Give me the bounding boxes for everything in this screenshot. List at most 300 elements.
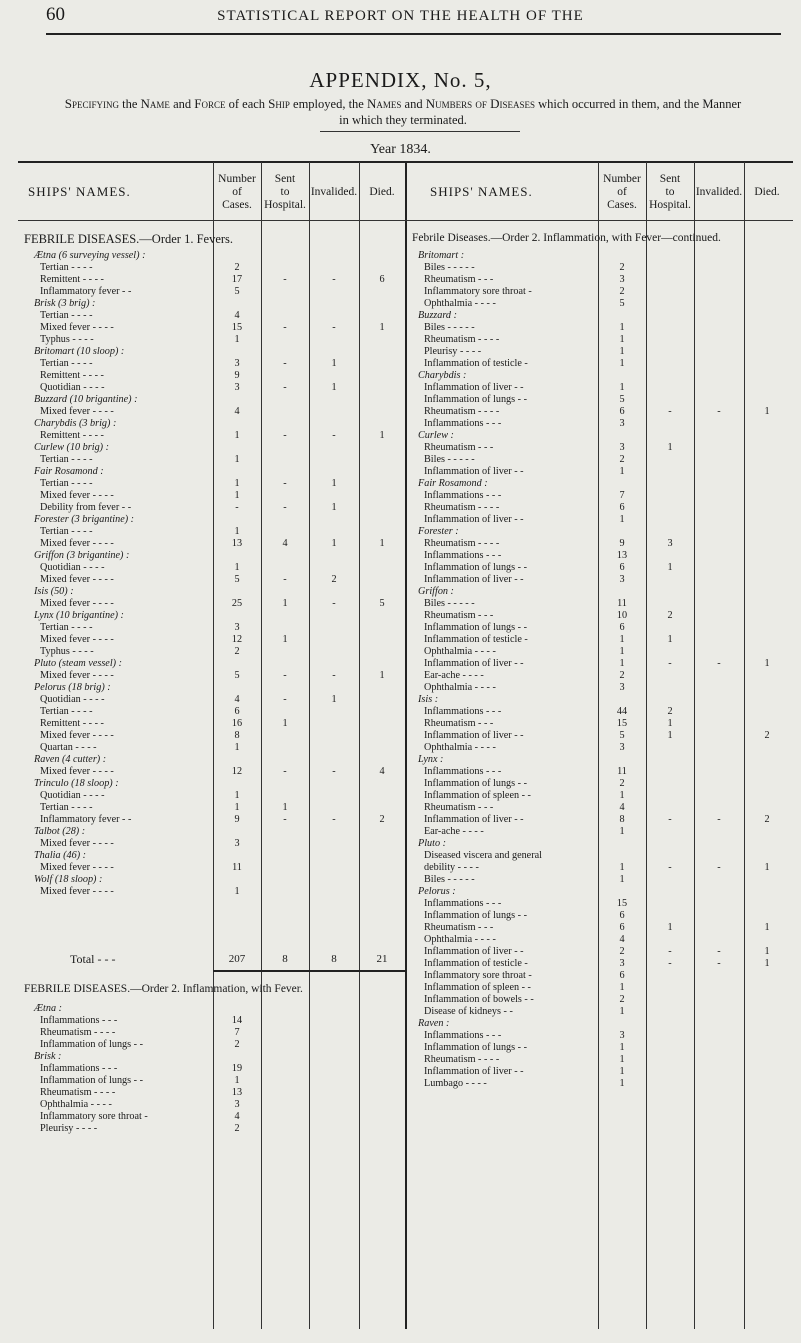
disease-row — [34, 262, 405, 274]
disease-name: Ear-ache - - - - — [424, 826, 484, 837]
cases-value: 5 — [234, 670, 240, 681]
disease-name: Pleurisy - - - - — [40, 1123, 98, 1134]
cases-value: 13 — [231, 1087, 243, 1098]
hospital-value: - — [668, 658, 672, 669]
hospital-value: 2 — [667, 706, 673, 717]
disease-row — [34, 358, 405, 370]
ship-name-row — [34, 394, 405, 406]
ship-name: Raven (4 cutter) : — [34, 754, 107, 765]
ship-name-row — [34, 850, 405, 862]
hospital-value: - — [283, 694, 287, 705]
disease-name: Inflammations - - - — [424, 1030, 502, 1041]
disease-name: Inflammation of bowels - - — [424, 994, 534, 1005]
disease-name: Ophthalmia - - - - — [40, 1099, 112, 1110]
disease-name: Rheumatism - - - — [424, 718, 494, 729]
died-value: 1 — [764, 658, 770, 669]
disease-row — [418, 442, 798, 454]
cases-value: 2 — [619, 286, 625, 297]
disease-name: Inflammation of lungs - - — [40, 1075, 143, 1086]
total-invalided: 8 — [331, 953, 337, 965]
disease-name: Mixed fever - - - - — [40, 322, 114, 333]
died-value: 6 — [379, 274, 385, 285]
total-hospital: 8 — [282, 953, 288, 965]
disease-row — [418, 742, 798, 754]
disease-row — [418, 1030, 798, 1042]
disease-name: Mixed fever - - - - — [40, 598, 114, 609]
cases-value: 2 — [619, 994, 625, 1005]
invalided-header-right: Invalided. — [695, 186, 743, 198]
cases-value: 1 — [619, 1042, 625, 1053]
disease-row — [418, 922, 798, 934]
disease-row — [418, 766, 798, 778]
cases-value: 4 — [234, 1111, 240, 1122]
cases-value: 14 — [231, 1015, 243, 1026]
ship-name-row — [34, 298, 405, 310]
cases-value: 1 — [619, 1054, 625, 1065]
ship-name: Forester (3 brigantine) : — [34, 514, 135, 525]
ship-name-row — [418, 526, 798, 538]
disease-name: Debility from fever - - — [40, 502, 132, 513]
disease-name: Rheumatism - - - - — [40, 1027, 116, 1038]
disease-name: Remittent - - - - — [40, 718, 104, 729]
disease-row — [34, 646, 405, 658]
hospital-value: 1 — [667, 562, 673, 573]
invalided-value: - — [332, 766, 336, 777]
cases-value: 1 — [234, 802, 240, 813]
hospital-value: - — [668, 862, 672, 873]
disease-row — [34, 286, 405, 298]
cases-value: 1 — [619, 826, 625, 837]
ship-name-row — [418, 1018, 798, 1030]
cases-value: 6 — [619, 562, 625, 573]
disease-row — [34, 622, 405, 634]
ship-name: Charybdis : — [418, 370, 467, 381]
invalided-header: Invalided. — [310, 186, 358, 198]
disease-name: Ophthalmia - - - - — [424, 298, 496, 309]
disease-row — [34, 1087, 405, 1099]
disease-row — [34, 574, 405, 586]
disease-name: Mixed fever - - - - — [40, 538, 114, 549]
hospital-header-right: Sent to Hospital. — [649, 173, 691, 211]
disease-row — [418, 778, 798, 790]
page-number: 60 — [46, 4, 65, 25]
disease-name: Inflammation of lungs - - — [424, 394, 527, 405]
disease-name: Tertian - - - - — [40, 622, 93, 633]
ship-name: Wolf (18 sloop) : — [34, 874, 103, 885]
cases-value: 8 — [234, 730, 240, 741]
disease-row — [418, 550, 798, 562]
disease-name: Tertian - - - - — [40, 526, 93, 537]
invalided-value: - — [332, 814, 336, 825]
cases-value: 1 — [619, 658, 625, 669]
died-value: 5 — [379, 598, 385, 609]
disease-name: Inflammation of spleen - - — [424, 790, 531, 801]
died-value: 1 — [764, 862, 770, 873]
cases-value: 1 — [234, 334, 240, 345]
disease-row — [418, 802, 798, 814]
disease-row — [418, 274, 798, 286]
cases-value: 3 — [234, 622, 240, 633]
disease-name: Quotidian - - - - — [40, 790, 105, 801]
disease-row — [418, 502, 798, 514]
disease-row — [34, 634, 405, 646]
cases-value: 3 — [619, 1030, 625, 1041]
total-rule — [213, 970, 405, 972]
disease-row — [34, 1039, 405, 1051]
disease-name: Mixed fever - - - - — [40, 634, 114, 645]
hospital-value: 1 — [667, 442, 673, 453]
disease-row — [418, 934, 798, 946]
cases-value: 15 — [616, 718, 628, 729]
cases-value: - — [235, 502, 239, 513]
total-died: 21 — [376, 953, 388, 965]
disease-name: Quotidian - - - - — [40, 562, 105, 573]
disease-name: Inflammation of lungs - - — [424, 910, 527, 921]
disease-row — [34, 706, 405, 718]
disease-row — [34, 790, 405, 802]
cases-value: 3 — [234, 358, 240, 369]
died-value: 1 — [379, 538, 385, 549]
cases-value: 1 — [619, 646, 625, 657]
cases-value: 5 — [234, 286, 240, 297]
cases-value: 6 — [619, 406, 625, 417]
disease-row — [34, 382, 405, 394]
died-value: 1 — [379, 322, 385, 333]
cases-value: 1 — [619, 466, 625, 477]
year-heading: Year 1834. — [370, 142, 431, 157]
disease-row — [34, 598, 405, 610]
disease-row — [34, 670, 405, 682]
disease-row — [34, 694, 405, 706]
hospital-header: Sent to Hospital. — [264, 173, 306, 211]
cases-value: 1 — [619, 346, 625, 357]
invalided-value: 1 — [331, 478, 337, 489]
ship-name-row — [418, 250, 798, 262]
invalided-value: 2 — [331, 574, 337, 585]
cases-value: 15 — [616, 898, 628, 909]
cases-value: 1 — [619, 1006, 625, 1017]
disease-name: Inflammations - - - — [40, 1015, 118, 1026]
disease-name: Rheumatism - - - — [424, 442, 494, 453]
disease-row — [418, 982, 798, 994]
died-value: 2 — [379, 814, 385, 825]
disease-row — [418, 1078, 798, 1090]
hospital-value: 1 — [667, 718, 673, 729]
disease-row — [418, 298, 798, 310]
invalided-value: 1 — [331, 358, 337, 369]
cases-value: 6 — [619, 970, 625, 981]
disease-row — [34, 1099, 405, 1111]
hospital-value: - — [283, 322, 287, 333]
disease-name: Inflammation of liver - - — [424, 946, 524, 957]
disease-row — [418, 406, 798, 418]
died-value: 1 — [379, 670, 385, 681]
disease-name: Mixed fever - - - - — [40, 766, 114, 777]
ship-name-row — [418, 694, 798, 706]
disease-row — [34, 1075, 405, 1087]
ship-name: Fair Rosamond : — [34, 466, 104, 477]
cases-value: 17 — [231, 274, 243, 285]
disease-name: Mixed fever - - - - — [40, 886, 114, 897]
disease-name: Inflammations - - - — [40, 1063, 118, 1074]
disease-name: Inflammations - - - — [424, 550, 502, 561]
cases-value: 4 — [234, 694, 240, 705]
disease-row — [418, 1054, 798, 1066]
invalided-value: - — [332, 274, 336, 285]
disease-row — [418, 850, 798, 862]
disease-name: Tertian - - - - — [40, 262, 93, 273]
invalided-value: - — [717, 814, 721, 825]
hospital-value: - — [283, 766, 287, 777]
cases-header: Number of Cases. — [218, 173, 256, 211]
disease-row — [418, 382, 798, 394]
died-header: Died. — [369, 186, 395, 198]
hospital-value: - — [283, 814, 287, 825]
cases-value: 16 — [231, 718, 243, 729]
disease-name: Tertian - - - - — [40, 802, 93, 813]
hospital-value: 2 — [667, 610, 673, 621]
ship-name-row — [34, 346, 405, 358]
ship-name: Curlew : — [418, 430, 454, 441]
cases-value: 1 — [619, 1066, 625, 1077]
cases-value: 5 — [619, 394, 625, 405]
ship-name: Ætna (6 surveying vessel) : — [34, 250, 146, 261]
hospital-value: - — [668, 946, 672, 957]
disease-row — [418, 910, 798, 922]
disease-row — [418, 598, 798, 610]
hospital-value: - — [283, 430, 287, 441]
disease-name: Biles - - - - - — [424, 598, 475, 609]
disease-name: Rheumatism - - - - — [424, 406, 500, 417]
invalided-value: - — [332, 670, 336, 681]
disease-row — [34, 502, 405, 514]
disease-name: Rheumatism - - - — [424, 274, 494, 285]
disease-name: Ophthalmia - - - - — [424, 646, 496, 657]
disease-row — [418, 874, 798, 886]
ship-name-row — [34, 586, 405, 598]
disease-row — [34, 334, 405, 346]
disease-row — [34, 1123, 405, 1135]
cases-value: 3 — [619, 682, 625, 693]
cases-value: 1 — [234, 430, 240, 441]
cases-value: 7 — [234, 1027, 240, 1038]
hospital-value: 1 — [282, 634, 288, 645]
disease-name: Mixed fever - - - - — [40, 838, 114, 849]
cases-value: 1 — [234, 562, 240, 573]
cases-value: 1 — [619, 634, 625, 645]
cases-value: 8 — [619, 814, 625, 825]
disease-name: Inflammatory sore throat - — [40, 1111, 148, 1122]
ship-name-row — [34, 1003, 405, 1015]
disease-row — [34, 526, 405, 538]
cases-value: 3 — [619, 442, 625, 453]
invalided-value: - — [717, 862, 721, 873]
cases-value: 9 — [234, 370, 240, 381]
cases-value: 1 — [234, 790, 240, 801]
disease-row — [418, 994, 798, 1006]
ship-name: Talbot (28) : — [34, 826, 86, 837]
cases-value: 11 — [617, 766, 627, 777]
invalided-value: - — [717, 406, 721, 417]
died-value: 1 — [764, 922, 770, 933]
disease-row — [34, 430, 405, 442]
cases-value: 3 — [234, 1099, 240, 1110]
cases-value: 1 — [619, 382, 625, 393]
disease-name: Diseased viscera and general — [424, 850, 542, 861]
disease-row — [418, 634, 798, 646]
cases-value: 6 — [619, 502, 625, 513]
disease-name: Inflammation of liver - - — [424, 1066, 524, 1077]
disease-name: Biles - - - - - — [424, 322, 475, 333]
ship-name-row — [34, 466, 405, 478]
ship-name: Forester : — [418, 526, 459, 537]
cases-value: 1 — [619, 334, 625, 345]
disease-name: Quotidian - - - - — [40, 382, 105, 393]
ship-name-row — [418, 430, 798, 442]
disease-row — [418, 538, 798, 550]
ship-name-row — [34, 418, 405, 430]
hospital-value: 1 — [667, 922, 673, 933]
ships-names-header: SHIPS' NAMES. — [28, 184, 131, 199]
disease-name: Inflammatory sore throat - — [424, 970, 532, 981]
disease-row — [34, 454, 405, 466]
cases-value: 2 — [234, 262, 240, 273]
ship-name-row — [418, 838, 798, 850]
disease-row — [418, 706, 798, 718]
hospital-value: - — [283, 502, 287, 513]
cases-value: 2 — [619, 670, 625, 681]
disease-name: Inflammatory fever - - — [40, 814, 132, 825]
total-cases: 207 — [228, 953, 246, 965]
ship-name: Pluto (steam vessel) : — [34, 658, 122, 669]
disease-name: Tertian - - - - — [40, 706, 93, 717]
died-value: 2 — [764, 814, 770, 825]
cases-value: 3 — [619, 958, 625, 969]
cases-header-right: Number of Cases. — [603, 173, 641, 211]
cases-value: 6 — [619, 922, 625, 933]
ship-name: Lynx : — [418, 754, 444, 765]
cases-value: 2 — [619, 946, 625, 957]
disease-row — [34, 322, 405, 334]
disease-row — [418, 1066, 798, 1078]
cases-value: 3 — [234, 382, 240, 393]
disease-name: Inflammation of lungs - - — [424, 778, 527, 789]
disease-name: Mixed fever - - - - — [40, 490, 114, 501]
ship-name: Pluto : — [418, 838, 447, 849]
cases-value: 9 — [619, 538, 625, 549]
disease-row — [34, 1015, 405, 1027]
ship-name-row — [418, 586, 798, 598]
disease-name: Inflammation of testicle - — [424, 634, 528, 645]
disease-row — [34, 538, 405, 550]
cases-value: 1 — [234, 454, 240, 465]
disease-row — [418, 862, 798, 874]
cases-value: 1 — [619, 322, 625, 333]
cases-value: 1 — [619, 358, 625, 369]
disease-name: Rheumatism - - - — [424, 802, 494, 813]
disease-row — [418, 814, 798, 826]
hospital-value: - — [283, 274, 287, 285]
ship-name: Pelorus : — [418, 886, 456, 897]
hospital-value: - — [283, 382, 287, 393]
ship-name: Buzzard (10 brigantine) : — [34, 394, 138, 405]
disease-row — [34, 478, 405, 490]
disease-name: Inflammation of testicle - — [424, 358, 528, 369]
disease-row — [34, 310, 405, 322]
invalided-value: 1 — [331, 538, 337, 549]
hospital-value: - — [283, 670, 287, 681]
ship-name-row — [418, 310, 798, 322]
cases-value: 13 — [616, 550, 628, 561]
cases-value: 6 — [619, 910, 625, 921]
cases-value: 4 — [619, 934, 625, 945]
ship-name-row — [34, 514, 405, 526]
cases-value: 1 — [619, 862, 625, 873]
disease-row — [34, 1027, 405, 1039]
cases-value: 25 — [231, 598, 243, 609]
cases-value: 1 — [234, 526, 240, 537]
ship-name-row — [34, 1051, 405, 1063]
total-label: Total - - - — [70, 952, 116, 966]
cases-value: 3 — [619, 574, 625, 585]
disease-name: Inflammation of liver - - — [424, 514, 524, 525]
disease-row — [34, 862, 405, 874]
died-value: 4 — [379, 766, 385, 777]
died-header-right: Died. — [754, 186, 780, 198]
cases-value: 2 — [234, 1039, 240, 1050]
cases-value: 3 — [619, 742, 625, 753]
disease-row — [418, 1042, 798, 1054]
hospital-value: 3 — [667, 538, 673, 549]
cases-value: 1 — [234, 490, 240, 501]
invalided-value: 1 — [331, 502, 337, 513]
ship-name: Griffon : — [418, 586, 454, 597]
disease-name: Mixed fever - - - - — [40, 862, 114, 873]
disease-row — [418, 574, 798, 586]
disease-name: debility - - - - — [424, 862, 479, 873]
cases-value: 9 — [234, 814, 240, 825]
ship-name: Isis : — [418, 694, 439, 705]
disease-name: Tertian - - - - — [40, 310, 93, 321]
disease-row — [418, 358, 798, 370]
disease-name: Tertian - - - - — [40, 478, 93, 489]
cases-value: 10 — [616, 610, 628, 621]
ship-name: Pelorus (18 brig) : — [34, 682, 111, 693]
cases-value: 1 — [234, 478, 240, 489]
disease-row — [418, 562, 798, 574]
invalided-value: - — [717, 946, 721, 957]
cases-value: 6 — [234, 706, 240, 717]
disease-name: Inflammations - - - — [424, 490, 502, 501]
disease-name: Quartan - - - - — [40, 742, 97, 753]
disease-row — [418, 610, 798, 622]
disease-row — [418, 682, 798, 694]
disease-row — [34, 730, 405, 742]
disease-name: Inflammation of liver - - — [424, 466, 524, 477]
ship-name-row — [34, 550, 405, 562]
disease-name: Inflammation of lungs - - — [424, 562, 527, 573]
disease-name: Remittent - - - - — [40, 274, 104, 285]
appendix-title: APPENDIX, No. 5, — [309, 68, 492, 92]
ship-name-row — [34, 754, 405, 766]
cases-value: 4 — [619, 802, 625, 813]
ship-name-row — [34, 442, 405, 454]
cases-value: 2 — [619, 262, 625, 273]
disease-row — [34, 1063, 405, 1075]
disease-row — [418, 346, 798, 358]
ships-names-header-right: SHIPS' NAMES. — [430, 184, 533, 199]
disease-name: Ophthalmia - - - - — [424, 934, 496, 945]
